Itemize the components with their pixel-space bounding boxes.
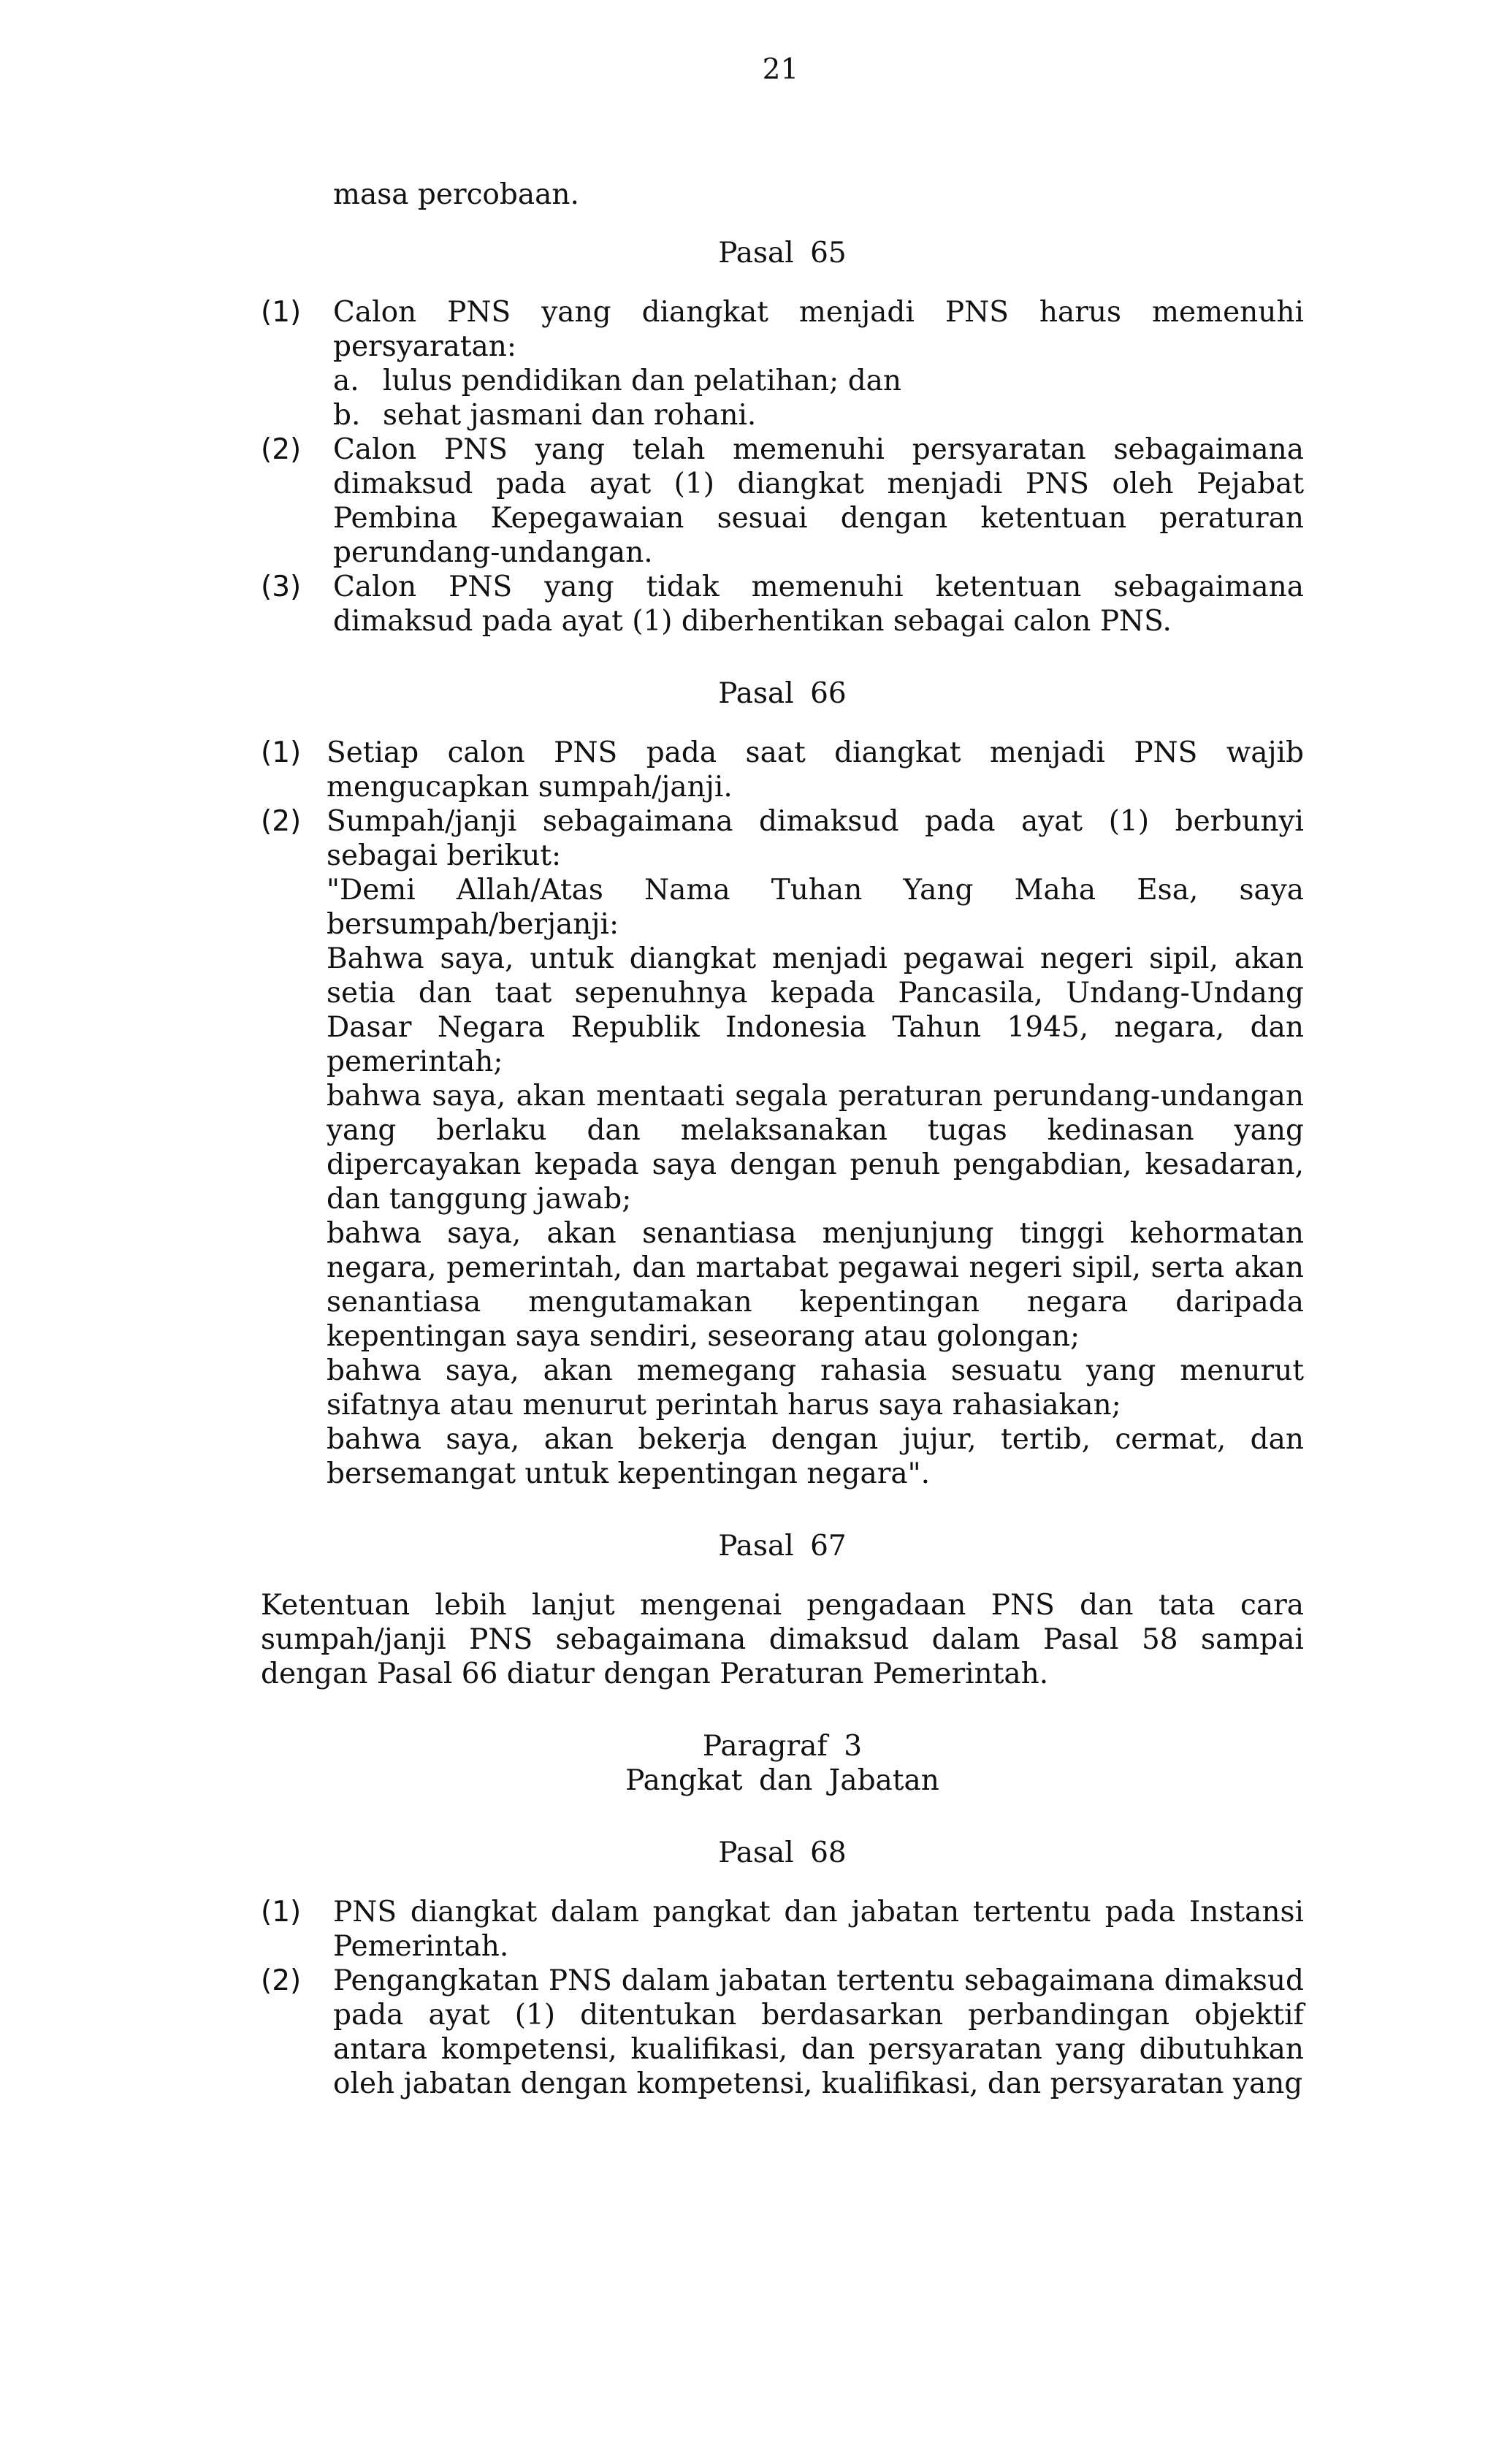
document-body (261, 178, 1304, 2139)
item-text: Calon PNS yang telah memenuhi persyaratan sebagaimana dimaksud pada ayat (1) diangkat menjadi PNS oleh Pejabat Pembina Kepegawaian sesuai dengan ketentuan peraturan perundang-undangan. (333, 433, 1304, 569)
page-number: 21 (762, 53, 799, 86)
paragraf-title: Paragraf 3 (702, 1730, 863, 1763)
oath-clause: bahwa saya, akan memegang rahasia sesuatu yang menurut sifatnya atau menurut perintah harus saya rahasiakan; (327, 1354, 1304, 1422)
sub-item-a (333, 364, 1304, 398)
pasal-66-section (261, 736, 1304, 1491)
pasal-65-title: Pasal 65 (718, 237, 847, 270)
pasal-68-item-1 (261, 1895, 1304, 1964)
sub-item-letter: a. (333, 365, 359, 397)
item-text: PNS diangkat dalam pangkat dan jabatan tertentu pada Instansi Pemerintah. (333, 1896, 1304, 1963)
item-text: Setiap calon PNS pada saat diangkat menjadi PNS wajib mengucapkan sumpah/janji. (327, 736, 1304, 804)
item-text: Pengangkatan PNS dalam jabatan tertentu sebagaimana dimaksud pada ayat (1) ditentukan berdasarkan perbandingan objektif antara kompetensi, kualifikasi, dan persyaratan yang dibutuhkan oleh jabatan dengan kompetensi, kualifikasi, dan persyaratan yang (333, 1964, 1304, 2100)
pasal-65-item-2 (261, 432, 1304, 570)
item-number: (2) (261, 1964, 302, 1997)
oath-clause: bahwa saya, akan mentaati segala peraturan perundang-undangan yang berlaku dan melaksanakan tugas kedinasan yang dipercayakan kepada saya dengan penuh pengabdian, kesadaran, dan tanggung jawab; (327, 1080, 1304, 1216)
oath-clause: bahwa saya, akan senantiasa menjunjung tinggi kehormatan negara, pemerintah, dan martabat pegawai negeri sipil, serta akan senantiasa mengutamakan kepentingan negara daripada kepentingan saya sendiri, seseorang atau golongan; (327, 1217, 1304, 1353)
pasal-66-item-2 (261, 804, 1304, 1491)
pasal-68-item-2 (261, 1964, 1304, 2101)
pasal-65-item-3 (261, 570, 1304, 638)
item-number: (2) (261, 805, 302, 838)
pasal-66-title: Pasal 66 (718, 677, 847, 710)
sub-item-text: lulus pendidikan dan pelatihan; dan (383, 365, 902, 397)
paragraf-subtitle: Pangkat dan Jabatan (625, 1764, 939, 1797)
pasal-65-item-1 (261, 295, 1304, 432)
continuation-text: masa percobaan. (333, 178, 579, 211)
item-number: (1) (261, 736, 302, 769)
sub-item-letter: b. (333, 399, 361, 432)
oath-opening: "Demi Allah/Atas Nama Tuhan Yang Maha Esa, saya bersumpah/berjanji: (327, 874, 1304, 941)
sub-item-b (333, 398, 1304, 432)
item-text: Calon PNS yang diangkat menjadi PNS harus memenuhi persyaratan: (333, 296, 1304, 363)
pasal-68-section (261, 1895, 1304, 2101)
pasal-67-title: Pasal 67 (718, 1530, 847, 1563)
item-text: Calon PNS yang tidak memenuhi ketentuan sebagaimana dimaksud pada ayat (1) diberhentikan sebagai calon PNS. (333, 571, 1304, 638)
pasal-67-text: Ketentuan lebih lanjut mengenai pengadaan PNS dan tata cara sumpah/janji PNS sebagaimana dimaksud dalam Pasal 58 sampai dengan Pasal 66 diatur dengan Peraturan Pemerintah. (261, 1589, 1304, 1690)
item-number: (3) (261, 571, 302, 603)
pasal-66-item-1 (261, 736, 1304, 804)
pasal-67-section (261, 1588, 1304, 1691)
item-number: (1) (261, 1896, 302, 1929)
pasal-68-title: Pasal 68 (718, 1836, 847, 1869)
item-number: (2) (261, 433, 302, 466)
oath-clause: bahwa saya, akan bekerja dengan jujur, tertib, cermat, dan bersemangat untuk kepentingan negara". (327, 1423, 1304, 1490)
item-number: (1) (261, 296, 302, 329)
oath-clause: Bahwa saya, untuk diangkat menjadi pegawai negeri sipil, akan setia dan taat sepenuhnya kepada Pancasila, Undang-Undang Dasar Negara Republik Indonesia Tahun 1945, negara, dan pemerintah; (327, 942, 1304, 1078)
sub-item-text: sehat jasmani dan rohani. (383, 399, 757, 432)
pasal-65-section (261, 295, 1304, 638)
oath-intro: Sumpah/janji sebagaimana dimaksud pada ayat (1) berbunyi sebagai berikut: (327, 805, 1304, 872)
